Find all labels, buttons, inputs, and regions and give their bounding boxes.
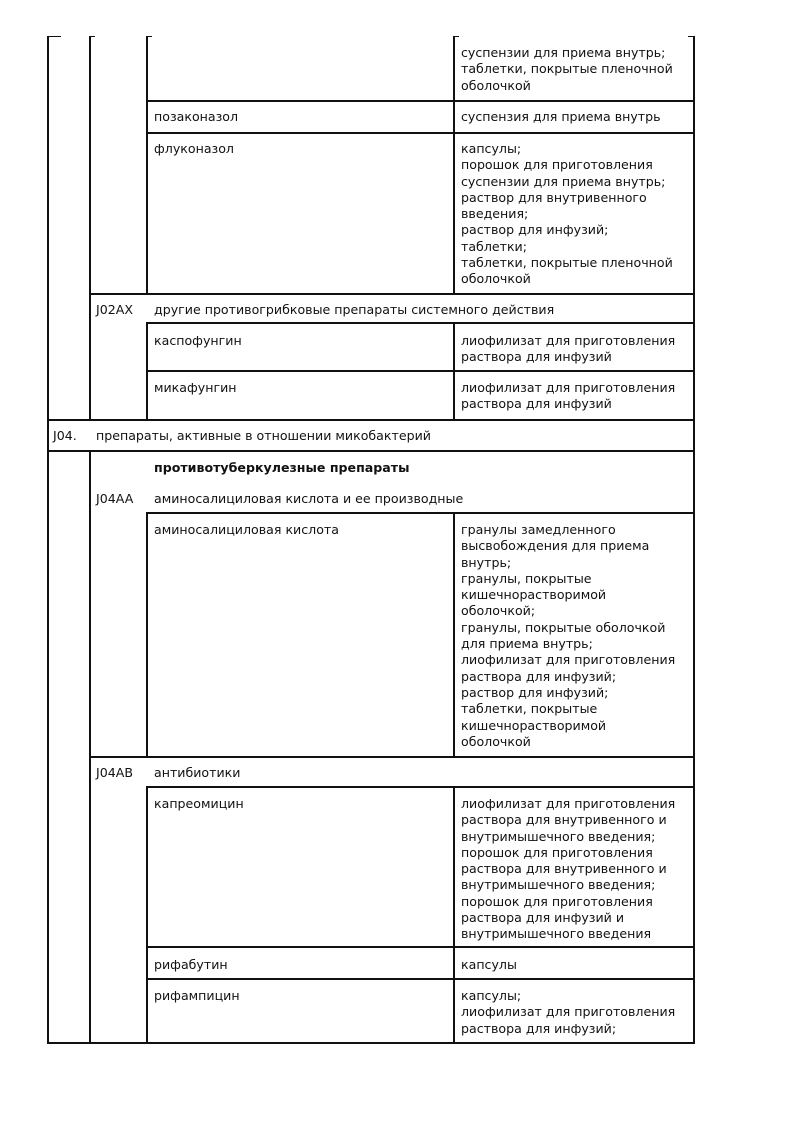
atc-group-heading: противотуберкулезные препараты bbox=[154, 460, 410, 475]
atc-group-cell: препараты, активные в отношении микобактерий bbox=[96, 428, 431, 443]
table-border-top bbox=[89, 36, 95, 37]
dosage-form-cell: лиофилизат для приготовления раствора для инфузий bbox=[461, 333, 676, 365]
drug-name-cell: аминосалициловая кислота bbox=[154, 522, 339, 537]
dosage-form-cell: капсулы; лиофилизат для приготовления раствора для инфузий; bbox=[461, 988, 676, 1036]
table-border-col1 bbox=[89, 451, 91, 1043]
table-border-bottom bbox=[47, 1042, 695, 1044]
drug-name-cell: флуконазол bbox=[154, 141, 234, 156]
row-divider bbox=[146, 100, 695, 102]
table-border-col3 bbox=[453, 787, 455, 1043]
row-divider bbox=[146, 322, 695, 324]
row-divider bbox=[146, 978, 695, 980]
dosage-form-cell: гранулы замедленного высвобождения для приема внутрь; гранулы, покрытые кишечнорастворимой оболочкой; гранулы, покрытые оболочкой для приема внутрь; лиофилизат для приготовления раствора для инфузий; раствор для инфузий; таблетки, покрытые кишечнорастворимой оболочкой bbox=[461, 522, 676, 749]
row-divider bbox=[146, 786, 695, 788]
atc-code-cell: J02AX bbox=[96, 302, 133, 317]
table-border-col3 bbox=[453, 513, 455, 757]
table-border-col2 bbox=[146, 787, 148, 1043]
atc-code-cell: J04AA bbox=[96, 491, 134, 506]
table-border-col1 bbox=[89, 37, 91, 420]
table-border-col3 bbox=[453, 37, 455, 294]
dosage-form-cell: лиофилизат для приготовления раствора для инфузий bbox=[461, 380, 676, 412]
drug-name-cell: рифабутин bbox=[154, 957, 228, 972]
dosage-form-cell: капсулы bbox=[461, 957, 517, 972]
atc-group-cell: аминосалициловая кислота и ее производные bbox=[154, 491, 464, 506]
table-border-top bbox=[146, 36, 152, 37]
atc-group-cell: антибиотики bbox=[154, 765, 241, 780]
row-divider bbox=[146, 946, 695, 948]
table-border-right bbox=[693, 37, 695, 1043]
table-border-col2 bbox=[146, 37, 148, 294]
table-border-left bbox=[47, 37, 49, 1043]
row-divider bbox=[146, 512, 695, 514]
dosage-form-cell: суспензия для приема внутрь bbox=[461, 109, 661, 124]
atc-code-cell: J04. bbox=[53, 428, 77, 443]
dosage-form-cell: капсулы; порошок для приготовления суспензии для приема внутрь; раствор для внутривенного введения; раствор для инфузий; таблетки; таблетки, покрытые пленочной оболочкой bbox=[461, 141, 673, 287]
row-divider bbox=[89, 756, 695, 758]
atc-group-cell: другие противогрибковые препараты системного действия bbox=[154, 302, 555, 317]
table-border-col2 bbox=[146, 513, 148, 757]
dosage-form-cell: лиофилизат для приготовления раствора для внутривенного и внутримышечного введения; порошок для приготовления раствора для внутривенного и внутримышечного введения; порошок для приготовления раствора для инфузий и внутримышечного введения bbox=[461, 796, 676, 942]
row-divider bbox=[47, 419, 695, 421]
drug-name-cell: позаконазол bbox=[154, 109, 239, 124]
drug-name-cell: микафунгин bbox=[154, 380, 237, 395]
drug-name-cell: капреомицин bbox=[154, 796, 244, 811]
row-divider bbox=[89, 293, 695, 295]
atc-code-cell: J04AB bbox=[96, 765, 133, 780]
table-border-top bbox=[453, 36, 459, 37]
table-border-top bbox=[688, 36, 695, 37]
drug-name-cell: каспофунгин bbox=[154, 333, 242, 348]
drug-name-cell: рифампицин bbox=[154, 988, 240, 1003]
row-divider bbox=[47, 450, 695, 452]
table-border-top bbox=[47, 36, 61, 37]
dosage-form-cell: суспензии для приема внутрь; таблетки, покрытые пленочной оболочкой bbox=[461, 45, 673, 93]
row-divider bbox=[146, 370, 695, 372]
row-divider bbox=[146, 132, 695, 134]
